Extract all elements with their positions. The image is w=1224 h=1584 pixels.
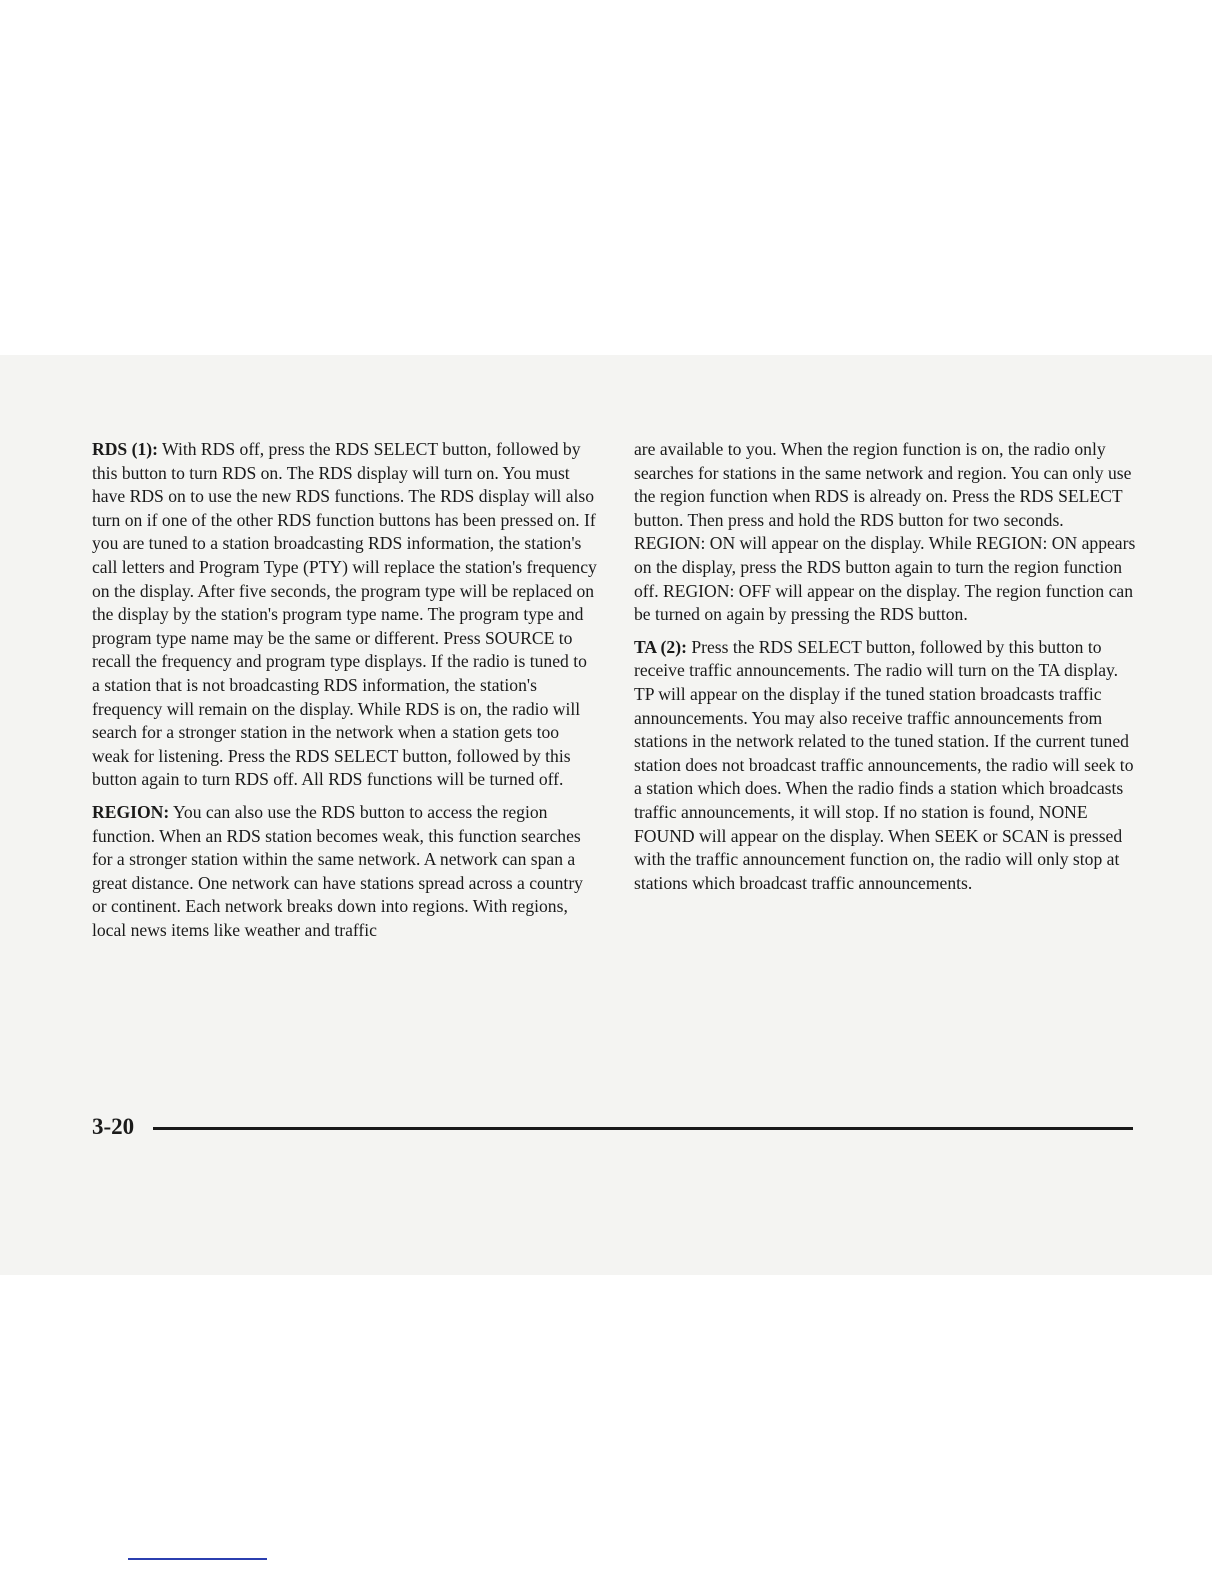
left-column — [92, 438, 597, 951]
ta-body: Press the RDS SELECT button, followed by this button to receive traffic announcements. The radio will turn on the TA display. TP will appear on the display if the tuned station broadcasts traffic announcements. You may also receive traffic announcements from stations in the network related to the tuned station. If the current tuned station does not broadcast traffic announcements, the radio will seek to a station which does. When the radio finds a station which broadcasts traffic announcements, it will stop. If no station is found, NONE FOUND will appear on the display. When SEEK or SCAN is pressed with the traffic announcement function on, the radio will only stop at stations which broadcast traffic announcements. — [634, 636, 1134, 893]
region-heading: REGION: — [92, 801, 170, 822]
scan-bottom-rule — [128, 1558, 267, 1560]
footer-rule — [153, 1127, 1133, 1130]
region-continued-paragraph: are available to you. When the region function is on, the radio only searches for stations in the same network and region. You can only use the region function when RDS is already on. Press the RDS SELECT button. Then press and hold the RDS button for two seconds. REGION: ON will appear on the display. While REGION: ON appears on the display, press the RDS button again to turn the region function off. REGION: OFF will appear on the display. The region function can be turned on again by pressing the RDS button. — [634, 439, 1136, 625]
region-paragraph — [92, 801, 597, 943]
right-column — [634, 438, 1139, 904]
ta-paragraph — [634, 636, 1139, 896]
page-number: 3-20 — [92, 1114, 135, 1139]
rds-paragraph — [92, 438, 597, 792]
ta-heading: TA (2): — [634, 636, 687, 657]
region-body: You can also use the RDS button to access the region function. When an RDS station becomes weak, this function searches for a stronger station within the same network. A network can span a great distance. One network can have stations spread across a country or continent. Each network breaks down into regions. With regions, local news items like weather and traffic — [92, 801, 583, 940]
rds-body: With RDS off, press the RDS SELECT button, followed by this button to turn RDS on. The RDS display will turn on. You must have RDS on to use the new RDS functions. The RDS display will also turn on if one of the other RDS function buttons has been pressed on. If you are tuned to a station broadcasting RDS information, the station's call letters and Program Type (PTY) will replace the station's frequency on the display. After five seconds, the program type will be replaced on the display by the station's program type name. The program type and program type name may be the same or different. Press SOURCE to recall the frequency and program type displays. If the radio is tuned to a station that is not broadcasting RDS information, the station's frequency will remain on the display. While RDS is on, the radio will search for a stronger station in the network when a station gets too weak for listening. Press the RDS SELECT button, followed by this button again to turn RDS off. All RDS functions will be turned off. — [92, 439, 597, 790]
rds-heading: RDS (1): — [92, 439, 158, 459]
